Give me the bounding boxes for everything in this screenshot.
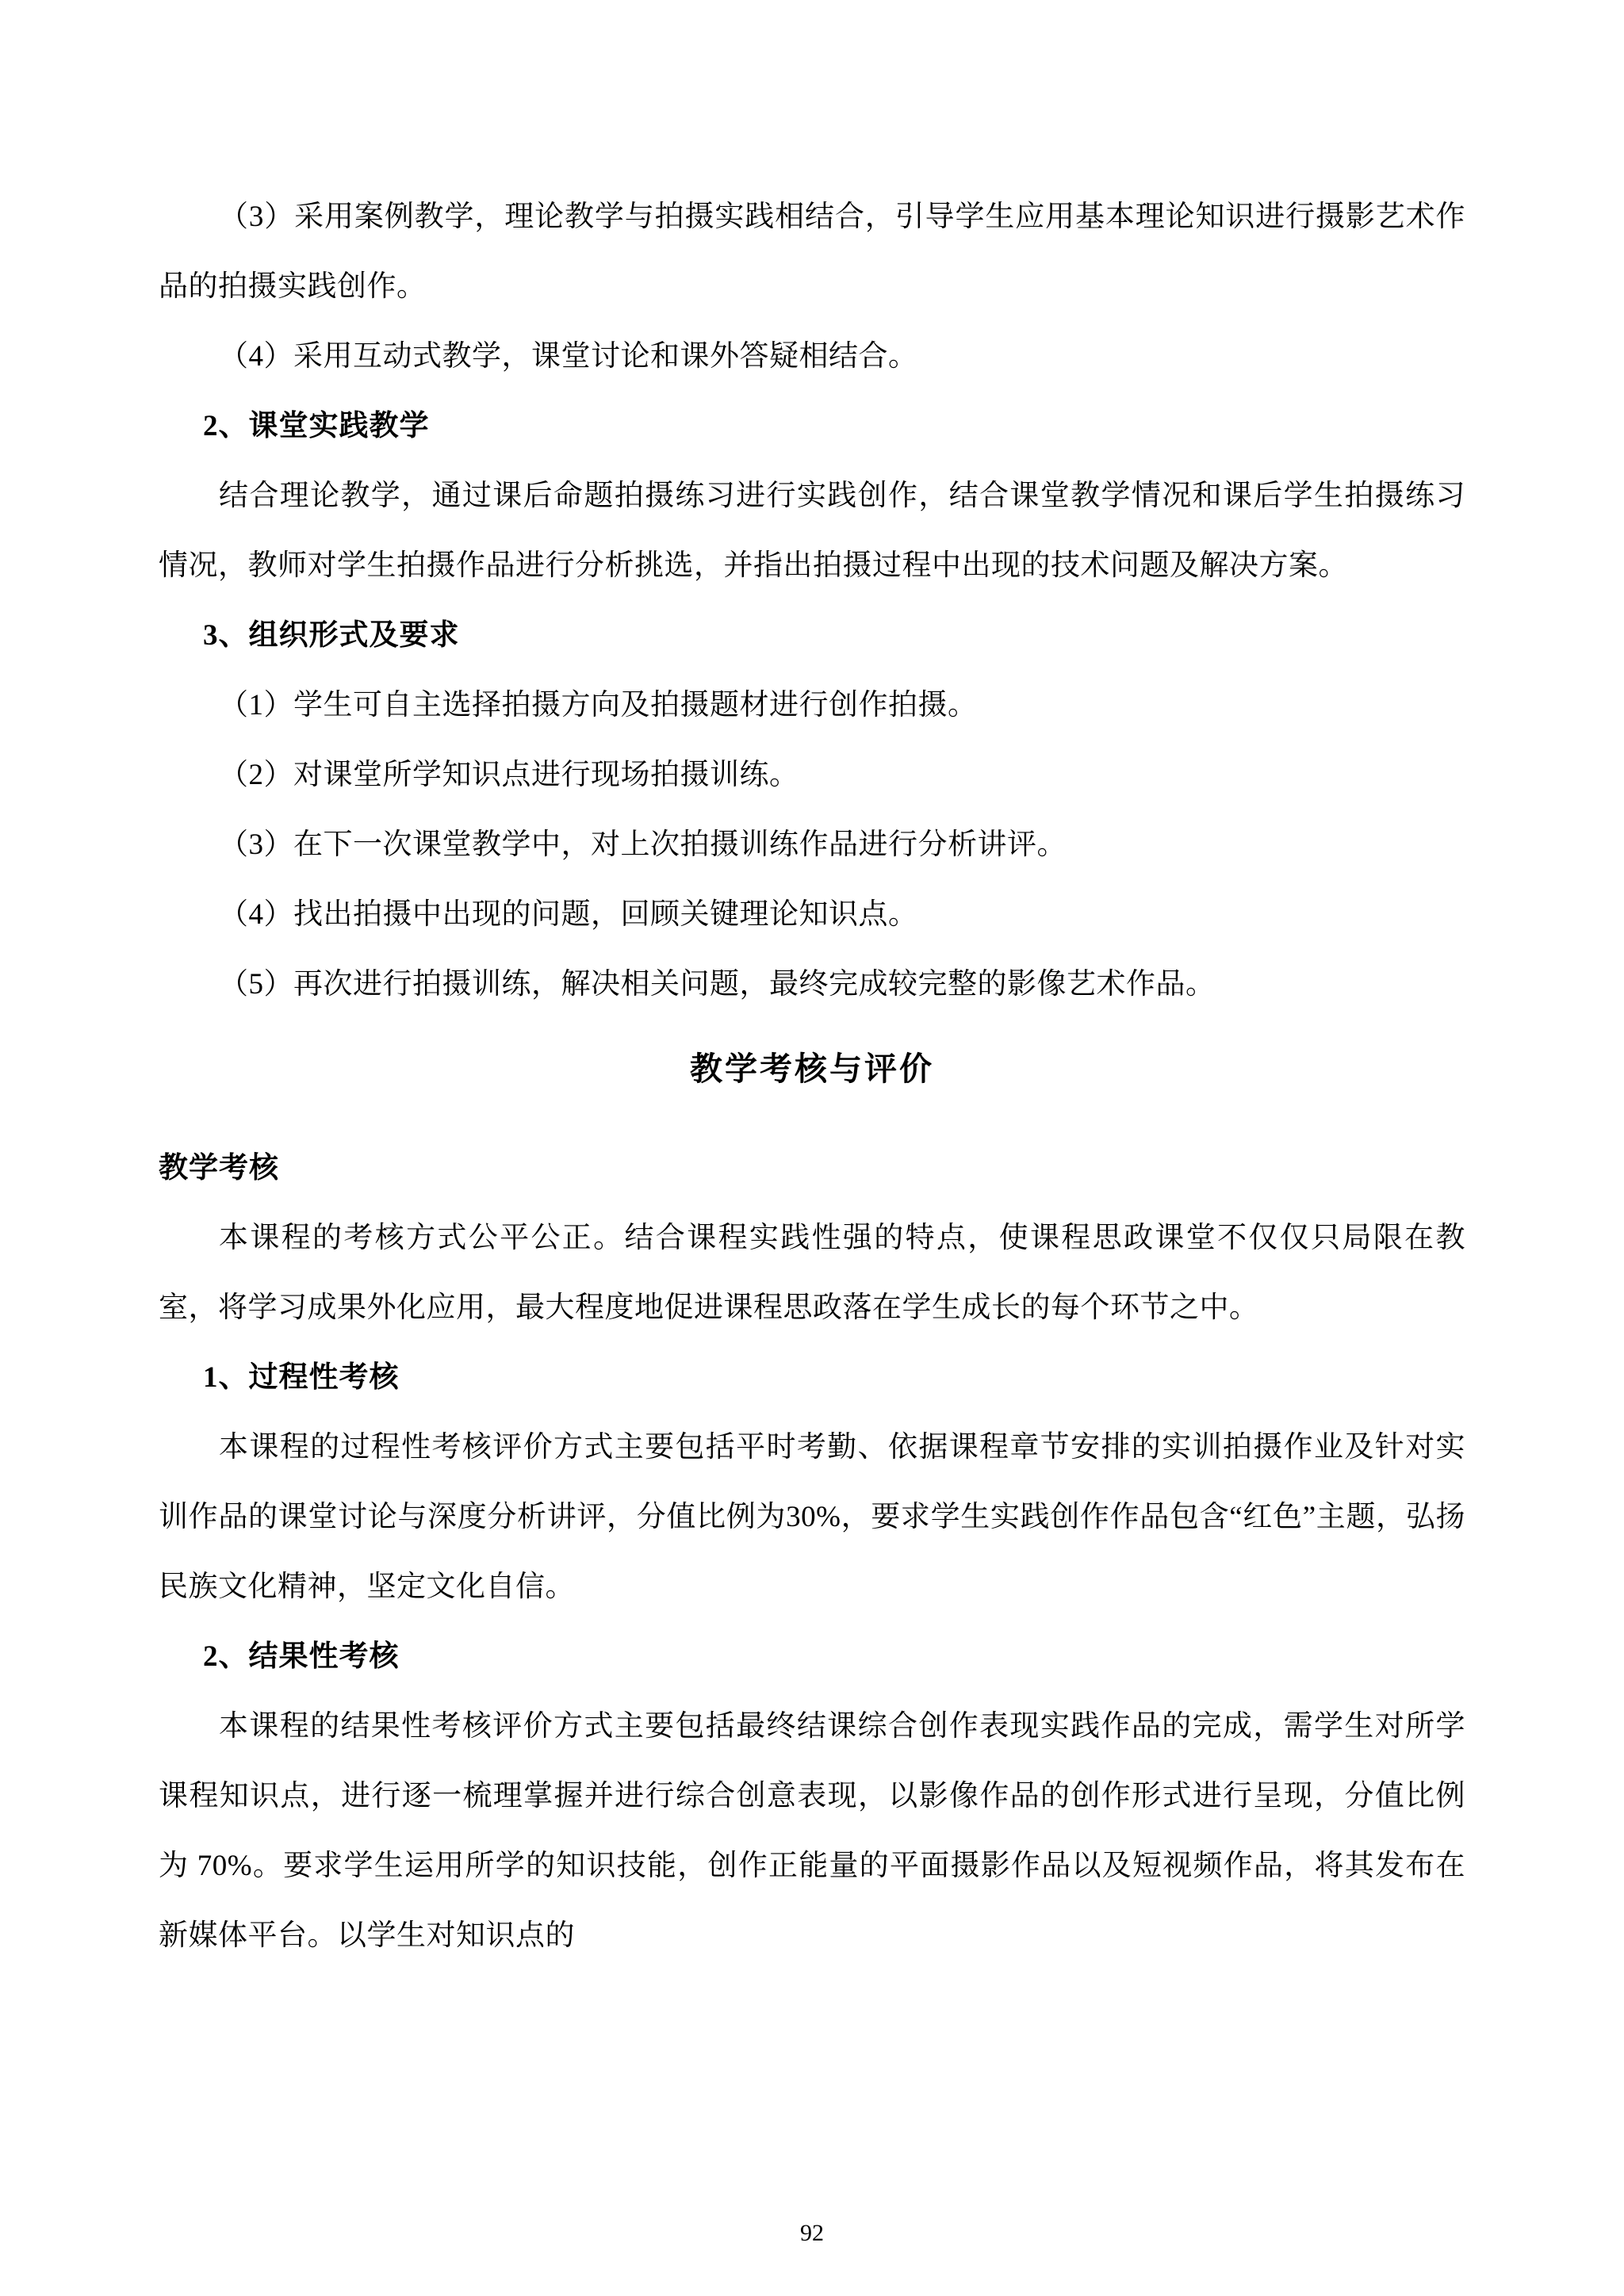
paragraph-org-item-4: （4）找出拍摄中出现的问题，回顾关键理论知识点。 bbox=[219, 898, 918, 931]
page-number: 92 bbox=[800, 2220, 824, 2246]
heading-teaching-assessment: 教学考核 bbox=[159, 1152, 279, 1185]
paragraph-org-item-1: （1）学生可自主选择拍摄方向及拍摄题材进行创作拍摄。 bbox=[219, 689, 978, 721]
paragraph-item-4: （4）采用互动式教学，课堂讨论和课外答疑相结合。 bbox=[219, 340, 918, 373]
heading-process-assessment: 1、过程性考核 bbox=[203, 1361, 400, 1395]
heading-organization-requirements: 3、组织形式及要求 bbox=[203, 619, 460, 652]
paragraph-classroom-practice-body: 结合理论教学，通过课后命题拍摄练习进行实践创作，结合课堂教学情况和课后学生拍摄练习情况，教师对学生拍摄作品进行分析挑选，并指出拍摄过程中出现的技术问题及解决方案。 bbox=[159, 480, 1465, 582]
section-title-assessment: 教学考核与评价 bbox=[690, 1050, 934, 1087]
paragraph-assessment-intro: 本课程的考核方式公平公正。结合课程实践性强的特点，使课程思政课堂不仅仅只局限在教室，将学习成果外化应用，最大程度地促进课程思政落在学生成长的每个环节之中。 bbox=[159, 1222, 1465, 1325]
heading-classroom-practice: 2、课堂实践教学 bbox=[203, 410, 430, 442]
paragraph-org-item-2: （2）对课堂所学知识点进行现场拍摄训练。 bbox=[219, 759, 799, 791]
paragraph-org-item-3: （3）在下一次课堂教学中，对上次拍摄训练作品进行分析讲评。 bbox=[219, 828, 1067, 861]
paragraph-item-3: （3）采用案例教学，理论教学与拍摄实践相结合，引导学生应用基本理论知识进行摄影艺术作品的拍摄实践创作。 bbox=[159, 201, 1465, 303]
paragraph-org-item-5: （5）再次进行拍摄训练，解决相关问题，最终完成较完整的影像艺术作品。 bbox=[219, 968, 1216, 1001]
paragraph-process-assessment-body: 本课程的过程性考核评价方式主要包括平时考勤、依据课程章节安排的实训拍摄作业及针对实训作品的课堂讨论与深度分析讲评，分值比例为30%，要求学生实践创作作品包含“红色”主题，弘扬民族文化精神，坚定文化自信。 bbox=[159, 1431, 1465, 1604]
paragraph-result-assessment-body: 本课程的结果性考核评价方式主要包括最终结课综合创作表现实践作品的完成，需学生对所学课程知识点，进行逐一梳理掌握并进行综合创意表现，以影像作品的创作形式进行呈现，分值比例为 70%。要求学生运用所学的知识技能，创作正能量的平面摄影作品以及短视频作品，将其发布在新媒体平台。以学生对知识点的 bbox=[159, 1710, 1465, 1953]
heading-result-assessment: 2、结果性考核 bbox=[203, 1640, 400, 1674]
